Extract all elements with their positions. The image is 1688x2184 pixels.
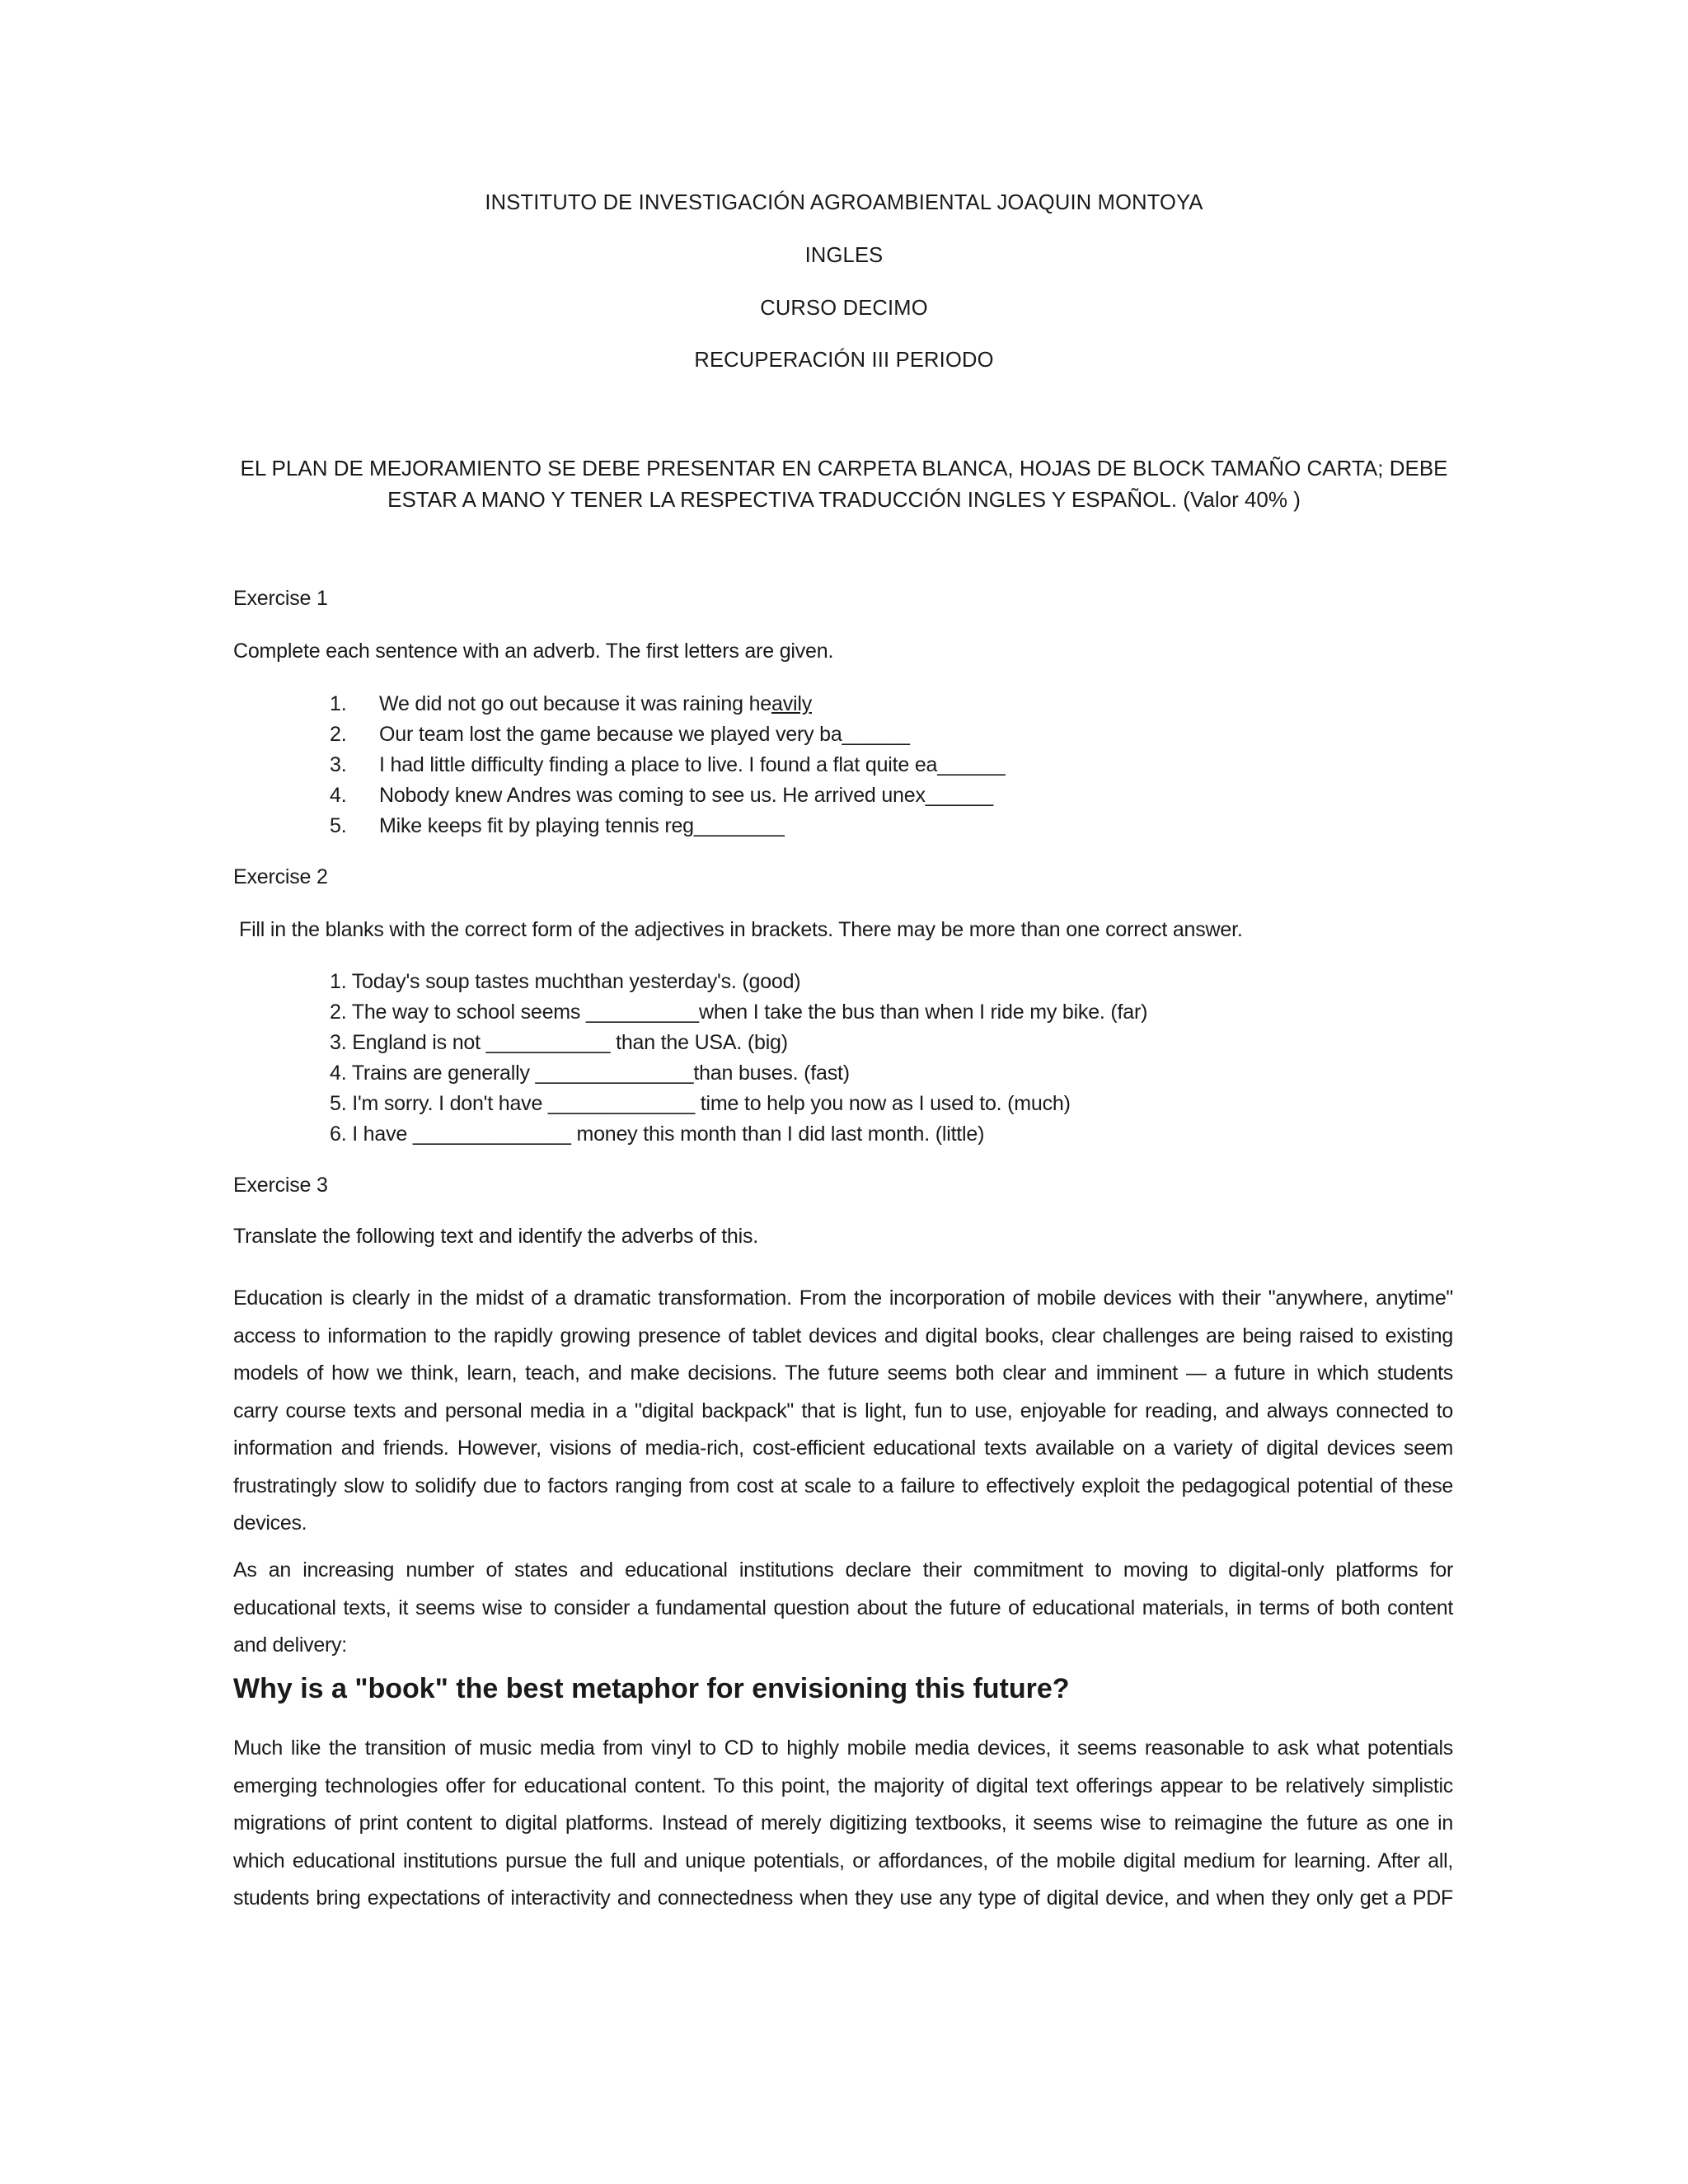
institution-title: INSTITUTO DE INVESTIGACIÓN AGROAMBIENTAL JOAQUIN MONTOYA <box>485 191 1203 214</box>
period-title: RECUPERACIÓN III PERIODO <box>694 349 994 372</box>
notice-line-2: ESTAR A MANO Y TENER LA RESPECTIVA TRADUCCIÓN INGLES Y ESPAÑOL. (Valor 40% ) <box>387 487 1301 512</box>
exercise-2-instruction: Fill in the blanks with the correct form of the adjectives in brackets. There may be more than one correct answer. <box>239 918 1243 941</box>
list-item: 4. Nobody knew Andres was coming to see us. He arrived unex______ <box>330 784 993 807</box>
list-item: 3. England is not ___________ than the USA. (big) <box>330 1031 788 1054</box>
notice-line-1: EL PLAN DE MEJORAMIENTO SE DEBE PRESENTAR EN CARPETA BLANCA, HOJAS DE BLOCK TAMAÑO CARTA; DEBE <box>240 456 1448 480</box>
paragraph-3: Much like the transition of music media from vinyl to CD to highly mobile media devices, it seems reasonable to ask what potentials emerging technologies offer for educational content. To this point, the majority of digital text offerings appear to be relatively simplistic migrations of print content to digital platforms. Instead of merely digitizing textbooks, it seems wise to reimagine the future as one in which educational institutions pursue the full and unique potentials, or affordances, of the mobile digital medium for learning. After all, students bring expectations of interactivity and connectedness when they use any type of digital device, and when they only get a PDF <box>233 1736 1453 1910</box>
exercise-3-title: Exercise 3 <box>233 1174 328 1197</box>
list-item: 1. Today's soup tastes muchthan yesterday's. (good) <box>330 970 801 993</box>
list-item: 5. Mike keeps fit by playing tennis reg________ <box>330 814 785 837</box>
section-heading: Why is a "book" the best metaphor for envisioning this future? <box>233 1673 1070 1704</box>
exercise-3-instruction: Translate the following text and identify the adverbs of this. <box>233 1225 759 1248</box>
exercise-1-title: Exercise 1 <box>233 587 328 610</box>
underlined-answer: avily <box>771 692 812 715</box>
list-item: 6. I have ______________ money this month than I did last month. (little) <box>330 1122 985 1146</box>
list-item: 1. We did not go out because it was raining heavily <box>330 692 812 715</box>
subject-title: INGLES <box>804 244 884 267</box>
paragraph-1: Education is clearly in the midst of a dramatic transformation. From the incorporation of mobile devices with their "anywhere, anytime" access to information to the rapidly growing presence of tablet devices and digital books, clear challenges are being raised to existing models of how we think, learn, teach, and make decisions. The future seems both clear and imminent — a future in which students carry course texts and personal media in a "digital backpack" that is light, fun to use, enjoyable for reading, and always connected to information and friends. However, visions of media-rich, cost-efficient educational texts available on a variety of digital devices seem frustratingly slow to solidify due to factors ranging from cost at scale to a failure to effectively exploit the pedagogical potential of these devices. <box>233 1286 1453 1535</box>
list-item: 2. Our team lost the game because we played very ba______ <box>330 723 910 746</box>
list-item: 2. The way to school seems __________when I take the bus than when I ride my bike. (far) <box>330 1001 1148 1024</box>
paragraph-2: As an increasing number of states and educational institutions declare their commitment to moving to digital-only platforms for educational texts, it seems wise to consider a fundamental question about the future of educational materials, in terms of both content and delivery: <box>233 1558 1453 1657</box>
list-item: 5. I'm sorry. I don't have _____________ time to help you now as I used to. (much) <box>330 1092 1071 1115</box>
exercise-1-instruction: Complete each sentence with an adverb. The first letters are given. <box>233 640 834 663</box>
exercise-2-title: Exercise 2 <box>233 865 328 888</box>
list-item: 3. I had little difficulty finding a place to live. I found a flat quite ea______ <box>330 753 1006 776</box>
list-item: 4. Trains are generally ______________than buses. (fast) <box>330 1062 850 1085</box>
course-title: CURSO DECIMO <box>760 297 928 320</box>
